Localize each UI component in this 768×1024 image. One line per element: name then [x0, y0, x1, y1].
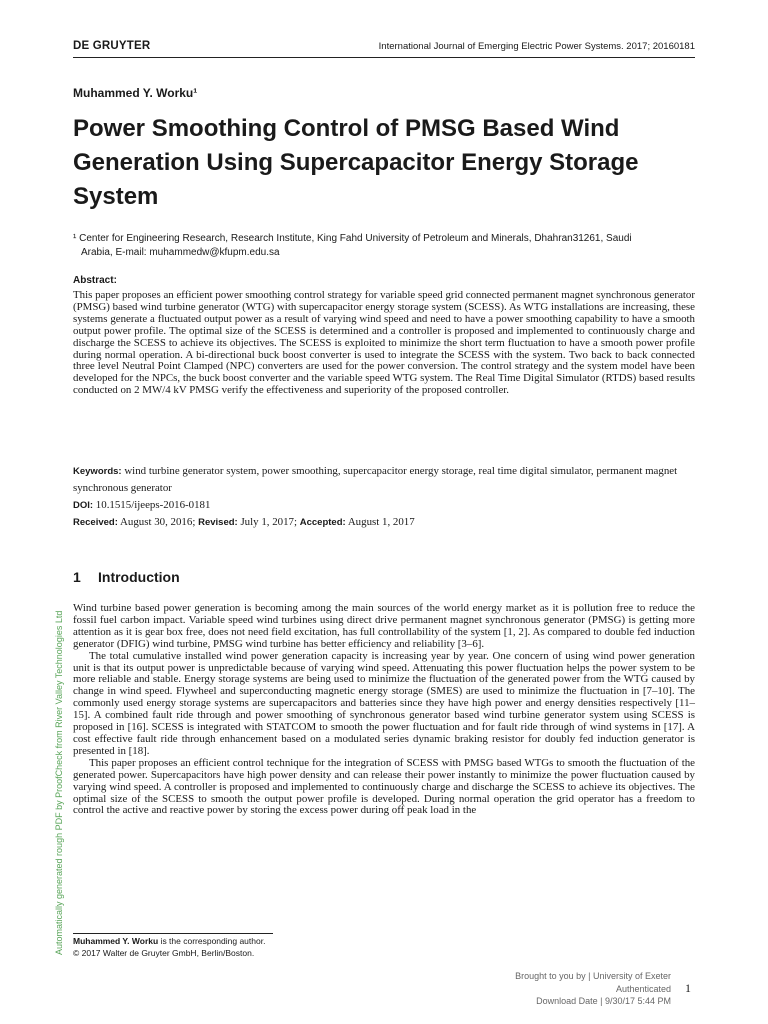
- footnote-author-note: is the corresponding author.: [158, 936, 266, 946]
- dates-line: [73, 516, 415, 528]
- affiliation: [73, 232, 685, 260]
- footnote: [73, 936, 265, 959]
- access-line2: Authenticated: [615, 983, 671, 994]
- affiliation-line1: ¹ Center for Engineering Research, Research Institute, King Fahd University of Petroleum and Minerals, Dhahran31261, Saudi: [73, 233, 632, 244]
- paper-title: Power Smoothing Control of PMSG Based Wind Generation Using Supercapacitor Energy Storage System: [73, 115, 639, 210]
- section-heading: [73, 569, 180, 585]
- section-number: 1: [73, 569, 81, 585]
- keywords-text: wind turbine generator system, power smoothing, supercapacitor energy storage, real time digital simulator, permanent magnet synchronous generator: [73, 465, 678, 494]
- proofcheck-sidebar: Automatically generated rough PDF by ProofCheck from River Valley Technologies Ltd: [54, 610, 64, 955]
- page-number: 1: [685, 981, 691, 995]
- keywords: [73, 463, 695, 496]
- keywords-label: Keywords:: [73, 466, 122, 477]
- introduction-body: [73, 603, 695, 817]
- accepted-date: August 1, 2017: [347, 516, 415, 528]
- publisher-name: DE GRUYTER: [73, 40, 151, 52]
- intro-paragraph: The total cumulative installed wind power generation capacity is increasing year by year. One concern of using wind power generation unit is that its output power is unpredictable because of varying wind speed. Attenuating this power fluctuation helps the power system to be more reliable and stable. Energy storage systems are being used to minimize the fluctuation of the generated power from the WTG caused by change in wind speed. Flywheel and superconducting magnetic energy storage (SMES) are used to minimize the fluctuation in [7–10]. The commonly used energy storage systems are supercapacitors and batteries since they have high power and energy densities respectively [11–15]. A combined fault ride through and power smoothing of synchronous generator based wind turbine generator system using SCESS is proposed in [16]. SCESS is integrated with STATCOM to smooth the power fluctuation and for fault ride through of wind systems in [17]. A cost effective fault ride through enhancement based on a modulated series dynamic braking resistor for doubly fed induction generator is presented in [18].: [73, 649, 695, 757]
- access-notice: [515, 970, 671, 1008]
- author-name: Muhammed Y. Worku¹: [73, 86, 198, 100]
- footnote-author-name: Muhammed Y. Worku: [73, 936, 159, 946]
- affiliation-line2: Arabia, E-mail: muhammedw@kfupm.edu.sa: [81, 247, 280, 258]
- abstract-heading: Abstract:: [73, 275, 117, 286]
- received-label: Received:: [73, 517, 118, 528]
- journal-citation: International Journal of Emerging Electric Power Systems. 2017; 20160181: [378, 41, 695, 52]
- intro-paragraph: Wind turbine based power generation is becoming among the main sources of the world energy market as it is pollution free to reduce the fossil fuel carbon impact. Variable speed wind turbines using direct drive permanent magnet synchronous generator (PMSG) is getting more attention as it is gear box free, does not need field excitation, has full controllability of the system [1, 2]. As compared to double fed induction generator (DFIG) wind turbine, PMSG wind turbine has better efficiency and reliability [3–6].: [73, 602, 695, 650]
- corresponding-author-note: [73, 936, 265, 948]
- received-date: August 30, 2016;: [120, 516, 196, 528]
- access-line1: Brought to you by | University of Exeter: [515, 971, 671, 981]
- doi-label: DOI:: [73, 500, 94, 511]
- accepted-label: Accepted:: [299, 517, 346, 528]
- copyright-notice: © 2017 Walter de Gruyter GmbH, Berlin/Boston.: [73, 947, 255, 958]
- header-rule: [73, 57, 695, 58]
- doi-line: [73, 499, 210, 511]
- section-title: Introduction: [98, 569, 180, 585]
- access-line3: Download Date | 9/30/17 5:44 PM: [536, 996, 671, 1006]
- revised-date: July 1, 2017;: [240, 516, 298, 528]
- revised-label: Revised:: [198, 517, 238, 528]
- intro-paragraph: This paper proposes an efficient control technique for the integration of SCESS with PMSG based WTGs to smooth the fluctuation of the generated power. Supercapacitors have high power density and can release their power instantly to minimize the power fluctuation caused by varying wind speed. A controller is proposed and implemented to continuously charge and discharge the SCESS to achieve its objectives. The optimal size of the SCESS to smooth the output power profile is developed. During normal operation the grid operator has a freedom to control the active and reactive power by storing the excess power during off peak load in the: [73, 756, 695, 817]
- doi-link[interactable]: 10.1515/ijeeps-2016-0181: [95, 499, 211, 511]
- footnote-rule: [73, 933, 273, 934]
- abstract-text: This paper proposes an efficient power smoothing control strategy for variable speed grid connected permanent magnet synchronous generator (PMSG) based wind turbine generator (WTG) with supercapacitor energy storage system (SCESS). As WTG installations are increasing, these systems generate a fluctuated output power as a result of varying wind speed and need to have a power smoothing capability to have a smooth output power profile. The optimal size of the SCESS is determined and a controller is proposed and implemented to continuously charge and discharge the SCESS to achieve its objectives. The SCESS is exploited to minimize the short term fluctuation to have a smooth power profile during normal operation. A bi-directional buck boost converter is used to integrate the SCESS with the system. Two back to back connected three level Neutral Point Clamped (NPC) converters are used for the power conversion. The control strategy and the system model have been developed for the NPCs, the buck boost converter and the variable speed WTG system. The Real Time Digital Simulator (RTDS) based results conducted on 2 MW/4 kV PMSG verify the effectiveness and superiority of the proposed controller.: [73, 289, 695, 397]
